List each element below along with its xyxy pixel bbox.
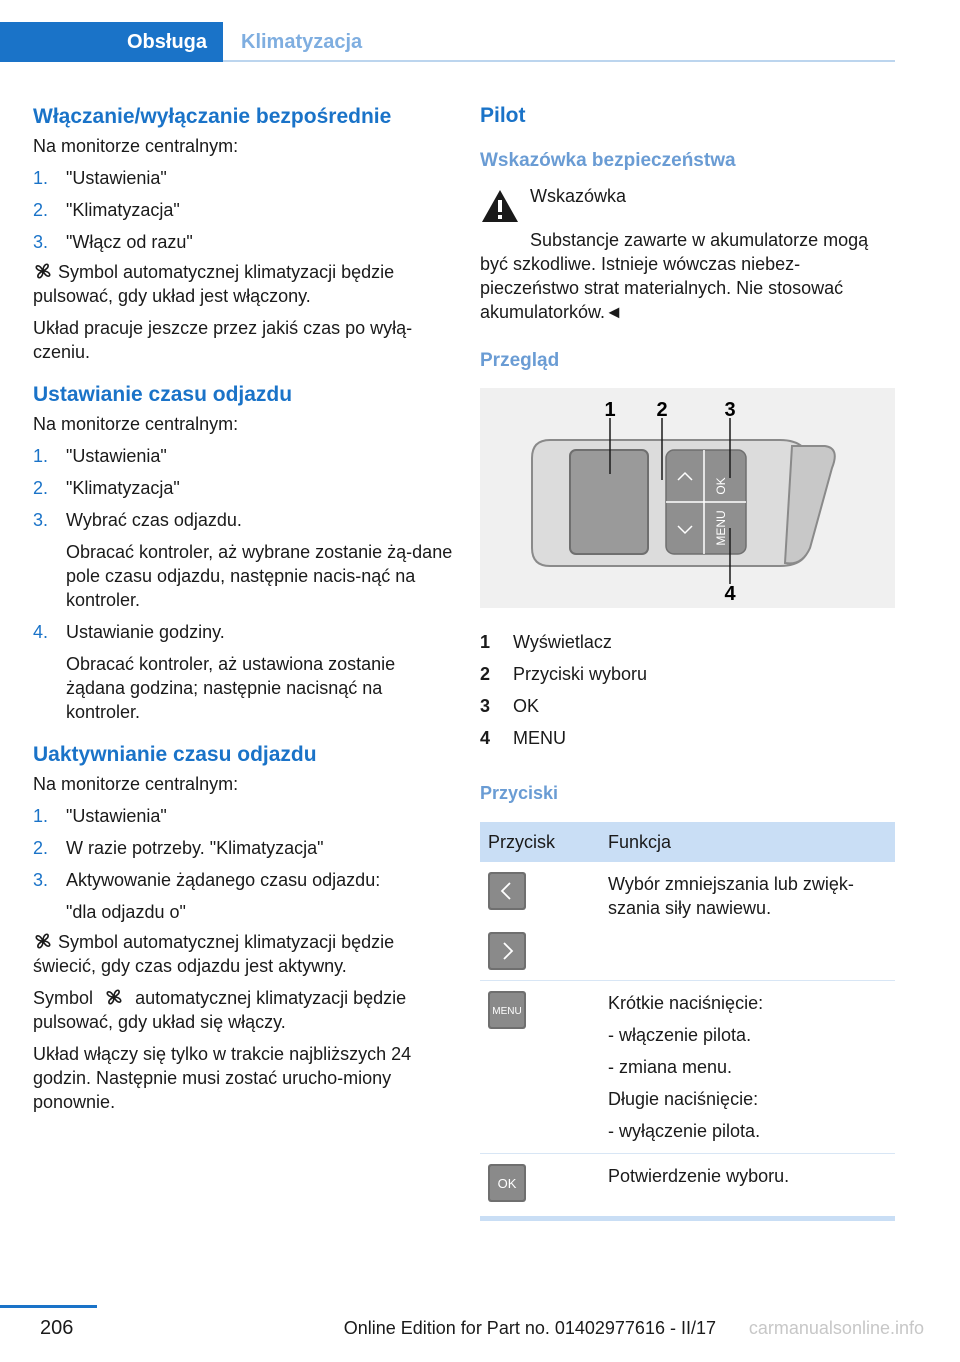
section-title-set-departure: Ustawianie czasu odjazdu xyxy=(33,383,293,406)
steps-list xyxy=(33,166,453,254)
menu-button-icon xyxy=(488,991,526,1029)
ok-button-icon xyxy=(488,1164,526,1202)
symbol-text: Symbol automatycznej klimatyzacji będzie pulsować, gdy układ się włączy. xyxy=(33,988,407,1032)
list-item-detail: "dla odjazdu o" xyxy=(66,902,186,922)
list-item-detail: Obracać kontroler, aż wybrane zostanie żą-dane pole czasu odjazdu, następnie nacis-nąć na kontroler. xyxy=(66,542,453,610)
intro-text: Na monitorze centralnym: xyxy=(33,136,239,156)
table-cell-function: Potwierdzenie wyboru. xyxy=(608,1166,790,1186)
warning-heading: Wskazówka xyxy=(530,186,627,206)
table-header-cell: Przycisk xyxy=(480,822,600,862)
list-item: 2. W razie potrzeby. "Klimatyzacja" xyxy=(33,838,324,858)
paragraph: Układ pracuje jeszcze przez jakiś czas po wyłą-czeniu. xyxy=(33,318,413,362)
table-header-cell: Funkcja xyxy=(600,822,895,862)
figure-menu-label: MENU xyxy=(714,510,728,546)
tab-obsluga[interactable]: Obsługa xyxy=(0,22,223,62)
intro-text: Na monitorze centralnym: xyxy=(33,414,239,434)
table-row xyxy=(480,1154,895,1217)
subsection-title-buttons: Przyciski xyxy=(480,783,559,803)
section-title-direct: Włączanie/wyłączanie bezpośrednie xyxy=(33,105,392,128)
buttons-table xyxy=(480,822,895,1216)
table-cell-button xyxy=(480,862,600,981)
list-item: 3. Wybrać czas odjazdu. xyxy=(33,510,242,530)
warning-icon xyxy=(480,188,520,224)
warning-text: Substancje zawarte w akumulatorze mogą być szkodliwe. Istnieje wówczas niebez-pieczeństwo strat materialnych. Nie stosować akumulatorków.◄ xyxy=(480,230,869,322)
safety-note xyxy=(480,184,895,228)
fan-icon xyxy=(33,931,53,951)
table-bottom-border xyxy=(480,1216,895,1221)
legend-item: 4 MENU xyxy=(480,728,566,748)
list-item: 4. Ustawianie godziny. xyxy=(33,622,225,642)
list-item: 1. "Ustawienia" xyxy=(33,446,167,466)
header-divider xyxy=(223,60,895,62)
list-item-detail: Obracać kontroler, aż ustawiona zostanie żądana godzina; następnie nacisnąć na kontroler. xyxy=(66,654,396,722)
ok-button-label: OK xyxy=(497,1176,517,1191)
fan-icon xyxy=(104,987,124,1007)
page-number: 206 xyxy=(40,1317,74,1339)
figure-callout-3: 3 xyxy=(724,399,736,421)
subsection-title-overview: Przegląd xyxy=(480,350,560,371)
intro-text: Na monitorze centralnym: xyxy=(33,774,239,794)
steps-list xyxy=(33,444,453,724)
section-title-remote: Pilot xyxy=(480,104,526,127)
chevron-left-icon xyxy=(488,872,526,910)
fan-icon xyxy=(33,261,53,281)
legend-item: 1 Wyświetlacz xyxy=(480,632,612,652)
table-cell-function: Krótkie naciśnięcie: - włączenie pilota. - zmiana menu. Długie naciśnięcie: - wyłączenie pilota. xyxy=(600,981,895,1154)
table-cell-button xyxy=(480,981,600,1154)
symbol-text: Symbol automatycznej klimatyzacji będzie pulsować, gdy układ jest włączony. xyxy=(33,262,395,306)
right-column xyxy=(480,100,895,1221)
page-number-rule xyxy=(0,1305,97,1308)
edition-note: Online Edition for Part no. 01402977616 - II/17 xyxy=(343,1318,716,1338)
figure-callout-1: 1 xyxy=(604,399,616,421)
figure-callout-4: 4 xyxy=(724,583,736,605)
subsection-title-safety: Wskazówka bezpieczeństwa xyxy=(480,150,736,171)
watermark: carmanualsonline.info xyxy=(748,1318,924,1338)
legend-item: 3 OK xyxy=(480,696,540,716)
figure-ok-label: OK xyxy=(714,477,728,495)
left-column xyxy=(33,100,453,1114)
list-item: 1. "Ustawienia" xyxy=(33,806,167,826)
list-item: 3. "Włącz od razu" xyxy=(33,232,193,252)
table-header-row xyxy=(480,822,895,862)
section-title-activate-departure: Uaktywnianie czasu odjazdu xyxy=(33,743,317,766)
table-cell-function: Wybór zmniejszania lub zwięk-szania siły nawiewu. xyxy=(600,862,895,981)
figure-legend xyxy=(480,626,895,754)
paragraph: Układ włączy się tylko w trakcie najbliższych 24 godzin. Następnie musi zostać urucho-miony ponownie. xyxy=(33,1044,412,1112)
tab-klimatyzacja[interactable]: Klimatyzacja xyxy=(241,31,363,53)
symbol-text: Symbol automatycznej klimatyzacji będzie świecić, gdy czas odjazdu jest aktywny. xyxy=(33,932,395,976)
table-row xyxy=(480,981,895,1154)
chevron-right-icon xyxy=(488,932,526,970)
list-item: 2. "Klimatyzacja" xyxy=(33,478,180,498)
legend-item: 2 Przyciski wyboru xyxy=(480,664,648,684)
table-cell-button xyxy=(480,1154,600,1217)
remote-control-figure xyxy=(480,388,895,608)
menu-button-label: MENU xyxy=(492,1006,522,1017)
list-item: 1. "Ustawienia" xyxy=(33,168,167,188)
list-item: 2. "Klimatyzacja" xyxy=(33,200,180,220)
steps-list xyxy=(33,804,453,924)
list-item: 3. Aktywowanie żądanego czasu odjazdu: xyxy=(33,870,381,890)
remote-control-illustration xyxy=(480,388,895,608)
header-bar xyxy=(0,0,960,62)
figure-callout-2: 2 xyxy=(656,399,668,421)
table-row xyxy=(480,862,895,981)
